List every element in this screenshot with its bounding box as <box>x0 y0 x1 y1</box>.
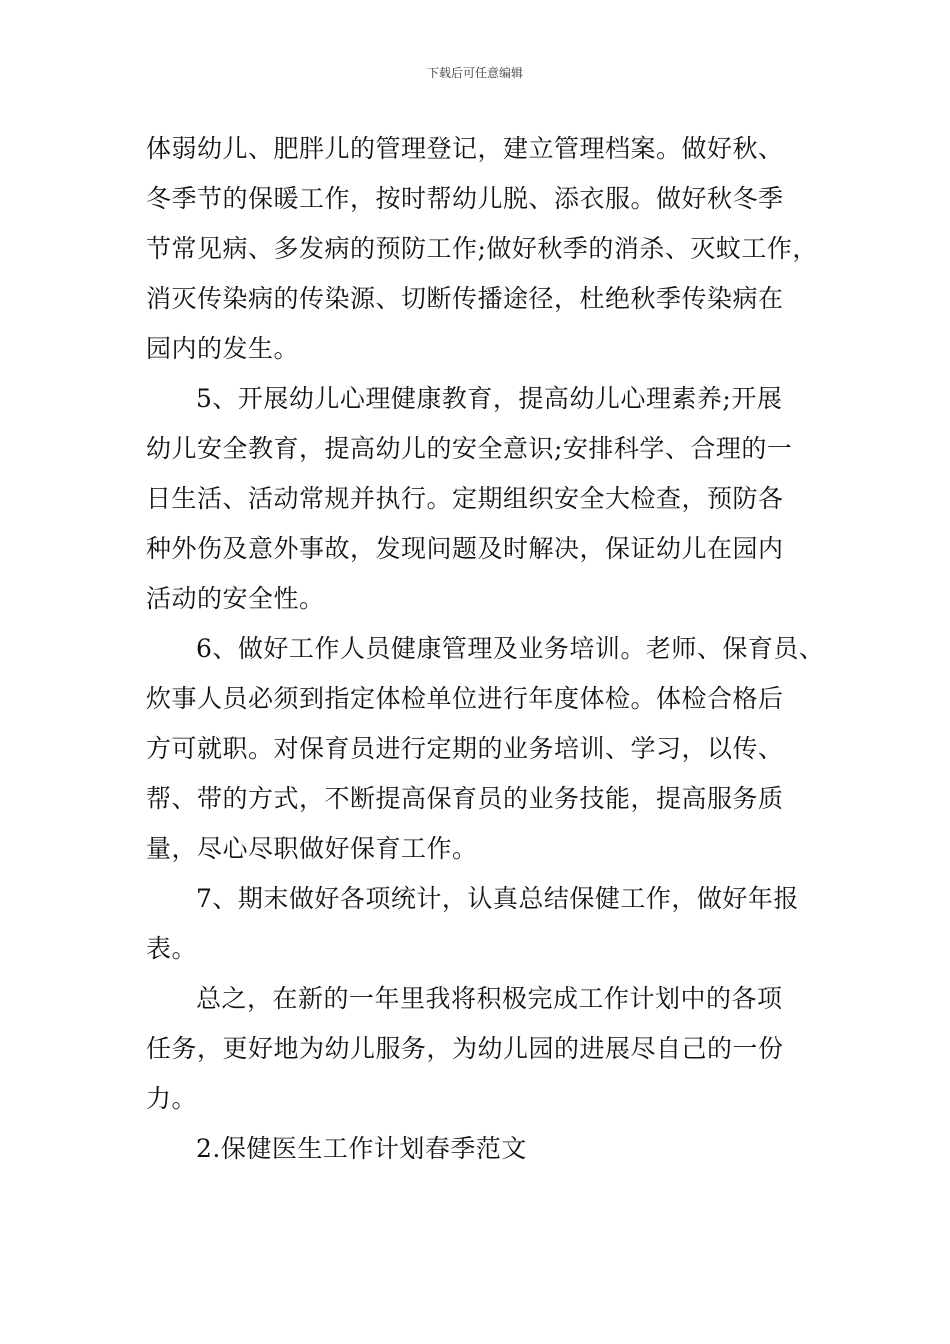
paragraph-5-start: 5、开展幼儿心理健康教育，提高幼儿心理素养;开展 <box>196 384 783 413</box>
paragraph-6-start: 6、做好工作人员健康管理及业务培训。老师、保育员、 <box>196 634 825 663</box>
text-line: 种外伤及意外事故，发现问题及时解决，保证幼儿在园内 <box>146 534 784 563</box>
text-line: 力。 <box>146 1084 198 1113</box>
text-line: 活动的安全性。 <box>146 584 325 613</box>
text-line: 冬季节的保暖工作，按时帮幼儿脱、添衣服。做好秋冬季 <box>146 184 784 213</box>
section-heading: 2.保健医生工作计划春季范文 <box>196 1134 527 1163</box>
text-line: 帮、带的方式，不断提高保育员的业务技能，提高服务质 <box>146 784 784 813</box>
text-line: 体弱幼儿、肥胖儿的管理登记，建立管理档案。做好秋、 <box>146 134 784 163</box>
text-line: 消灭传染病的传染源、切断传播途径，杜绝秋季传染病在 <box>146 284 784 313</box>
text-line: 日生活、活动常规并执行。定期组织安全大检查，预防各 <box>146 484 784 513</box>
text-line: 炊事人员必须到指定体检单位进行年度体检。体检合格后 <box>146 684 784 713</box>
text-line: 方可就职。对保育员进行定期的业务培训、学习，以传、 <box>146 734 784 763</box>
text-line: 幼儿安全教育，提高幼儿的安全意识;安排科学、合理的一 <box>146 434 793 463</box>
paragraph-7-start: 7、期末做好各项统计，认真总结保健工作，做好年报 <box>196 884 799 913</box>
summary-paragraph-start: 总之，在新的一年里我将积极完成工作计划中的各项 <box>196 984 783 1013</box>
document-body <box>146 124 826 1174</box>
text-line: 园内的发生。 <box>146 334 300 363</box>
page-header: 下载后可任意编辑 <box>426 66 523 80</box>
text-line: 表。 <box>146 934 198 963</box>
text-line: 量，尽心尽职做好保育工作。 <box>146 834 478 863</box>
text-line: 节常见病、多发病的预防工作;做好秋季的消杀、灭蚊工作， <box>146 234 818 263</box>
text-line: 任务，更好地为幼儿服务，为幼儿园的进展尽自己的一份 <box>146 1034 784 1063</box>
